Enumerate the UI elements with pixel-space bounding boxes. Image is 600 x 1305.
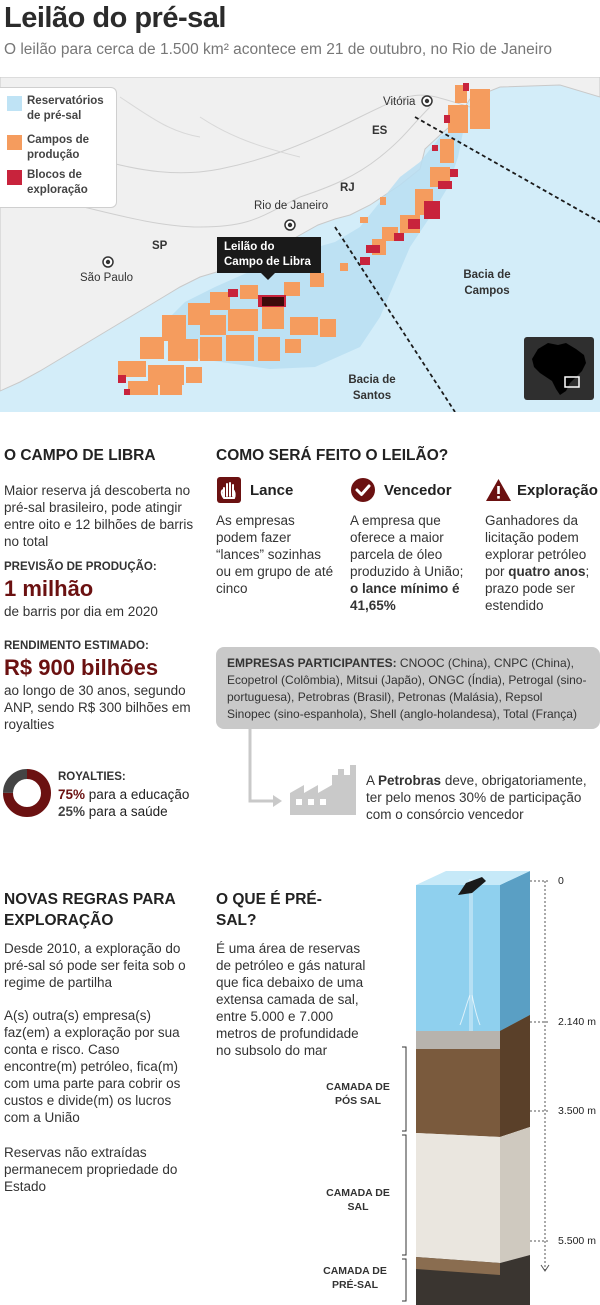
legend-swatch bbox=[7, 135, 22, 150]
companies-label: EMPRESAS PARTICIPANTES: bbox=[227, 656, 397, 670]
depth-label-2140: 2.140 m bbox=[558, 1016, 596, 1028]
basin-label-santos: Bacia de Santos bbox=[348, 374, 396, 402]
brazil-map-icon bbox=[524, 337, 594, 400]
basin-label-campos: Bacia de Campos bbox=[463, 269, 511, 297]
legend-item-campos: Campos de produção bbox=[7, 133, 109, 163]
royalties-label: ROYALTIES: bbox=[58, 771, 126, 783]
production-label: PREVISÃO DE PRODUÇÃO: bbox=[4, 561, 157, 573]
city-label-rio: Rio de Janeiro bbox=[254, 200, 329, 212]
companies-box bbox=[216, 647, 600, 729]
libra-callout: Leilão do Campo de Libra bbox=[217, 237, 321, 273]
production-unit: de barris por dia em 2020 bbox=[4, 604, 158, 619]
state-label-rj: RJ bbox=[340, 182, 355, 194]
check-icon bbox=[350, 477, 376, 503]
page-subtitle: O leilão para cerca de 1.500 km² acontece em 21 de outubro, no Rio de Janeiro bbox=[4, 41, 552, 58]
presal-description: É uma área de reservas de petróleo e gás natural que fica debaixo de uma extensa camada de sal, entre 5.000 e 7.000 metros de profundidade no subsolo do mar bbox=[216, 941, 366, 1058]
yield-value: R$ 900 bilhões bbox=[4, 655, 159, 680]
depth-label-5500: 5.500 m bbox=[558, 1235, 596, 1247]
libra-heading: O CAMPO DE LIBRA bbox=[4, 447, 156, 464]
auction-heading: COMO SERÁ FEITO O LEILÃO? bbox=[216, 447, 449, 464]
map-legend bbox=[0, 87, 117, 208]
step-text-vencedor: A empresa que oferece a maior parcela de óleo produzido à União; o lance mínimo é 41,65% bbox=[350, 513, 464, 613]
royalties-education: 75% para a educação bbox=[58, 787, 190, 802]
royalties-donut-chart bbox=[2, 768, 52, 818]
libra-intro: Maior reserva já descoberta no pré-sal brasileiro, pode atingir entre oito e 12 bilhões de barris no total bbox=[4, 483, 194, 549]
hand-icon bbox=[216, 476, 242, 504]
city-label-sao-paulo: São Paulo bbox=[80, 272, 134, 284]
layer-label-sal: CAMADA DE SAL bbox=[326, 1187, 390, 1213]
page-title: Leilão do pré-sal bbox=[4, 2, 226, 34]
step-title-lance: Lance bbox=[250, 482, 294, 499]
yield-description: ao longo de 30 anos, segundo ANP, sendo R$ 300 bilhões em royalties bbox=[4, 683, 191, 732]
warning-icon bbox=[485, 478, 512, 502]
state-label-sp: SP bbox=[152, 240, 168, 252]
presal-heading: O QUE É PRÉ-SAL? bbox=[216, 891, 322, 929]
brazil-locator-inset bbox=[524, 337, 594, 400]
step-title-exploracao: Exploração bbox=[517, 482, 598, 499]
companies-list: CNOOC (China), CNPC (China), Ecopetrol (Colômbia), Mitsui (Japão), ONGC (Índia), Petrogal (sino-portuguesa), Petrobras (Brasil), Petronas (Malásia), Repsol Sinopec (sino-espanhola), Shell (anglo-holandesa), Total (França) bbox=[227, 656, 587, 721]
rules-paragraph-2: A(s) outra(s) empresa(s) faz(em) a exploração por sua conta e risco. Caso encontre(m) petróleo, fica(m) com uma parte para cobrir os custos e divide(m) os lucros com a União bbox=[4, 1008, 181, 1125]
legend-swatch bbox=[7, 170, 22, 185]
layer-label-pos-sal: CAMADA DE PÓS SAL bbox=[326, 1081, 390, 1107]
step-text-lance: As empresas podem fazer “lances” sozinhas ou em grupo de até cinco bbox=[216, 513, 334, 596]
petrobras-note: A Petrobras deve, obrigatoriamente, ter pelo menos 30% de participação com o consórcio vencedor bbox=[366, 773, 587, 822]
depth-label-3500: 3.500 m bbox=[558, 1105, 596, 1117]
city-label-vitoria: Vitória bbox=[383, 96, 416, 108]
legend-swatch bbox=[7, 96, 22, 111]
factory-icon bbox=[290, 765, 356, 815]
legend-item-reservatorios: Reservatórios de pré-sal bbox=[7, 94, 109, 124]
rules-paragraph-1: Desde 2010, a exploração do pré-sal só pode ser feita sob o regime de partilha bbox=[4, 941, 186, 990]
yield-label: RENDIMENTO ESTIMADO: bbox=[4, 640, 149, 652]
step-title-vencedor: Vencedor bbox=[384, 482, 452, 499]
legend-item-blocos: Blocos de exploração bbox=[7, 168, 109, 198]
depth-label-0: 0 bbox=[558, 875, 564, 887]
production-value: 1 milhão bbox=[4, 576, 94, 601]
royalties-health: 25% para a saúde bbox=[58, 804, 168, 819]
step-text-exploracao: Ganhadores da licitação podem explorar petróleo por quatro anos; prazo pode ser estendido bbox=[485, 513, 590, 613]
layer-label-pre-sal: CAMADA DE PRÉ-SAL bbox=[323, 1265, 387, 1291]
rules-paragraph-3: Reservas não extraídas permanecem propriedade do Estado bbox=[4, 1145, 178, 1194]
state-label-es: ES bbox=[372, 125, 388, 137]
rules-heading: NOVAS REGRAS PARA EXPLORAÇÃO bbox=[4, 891, 176, 929]
